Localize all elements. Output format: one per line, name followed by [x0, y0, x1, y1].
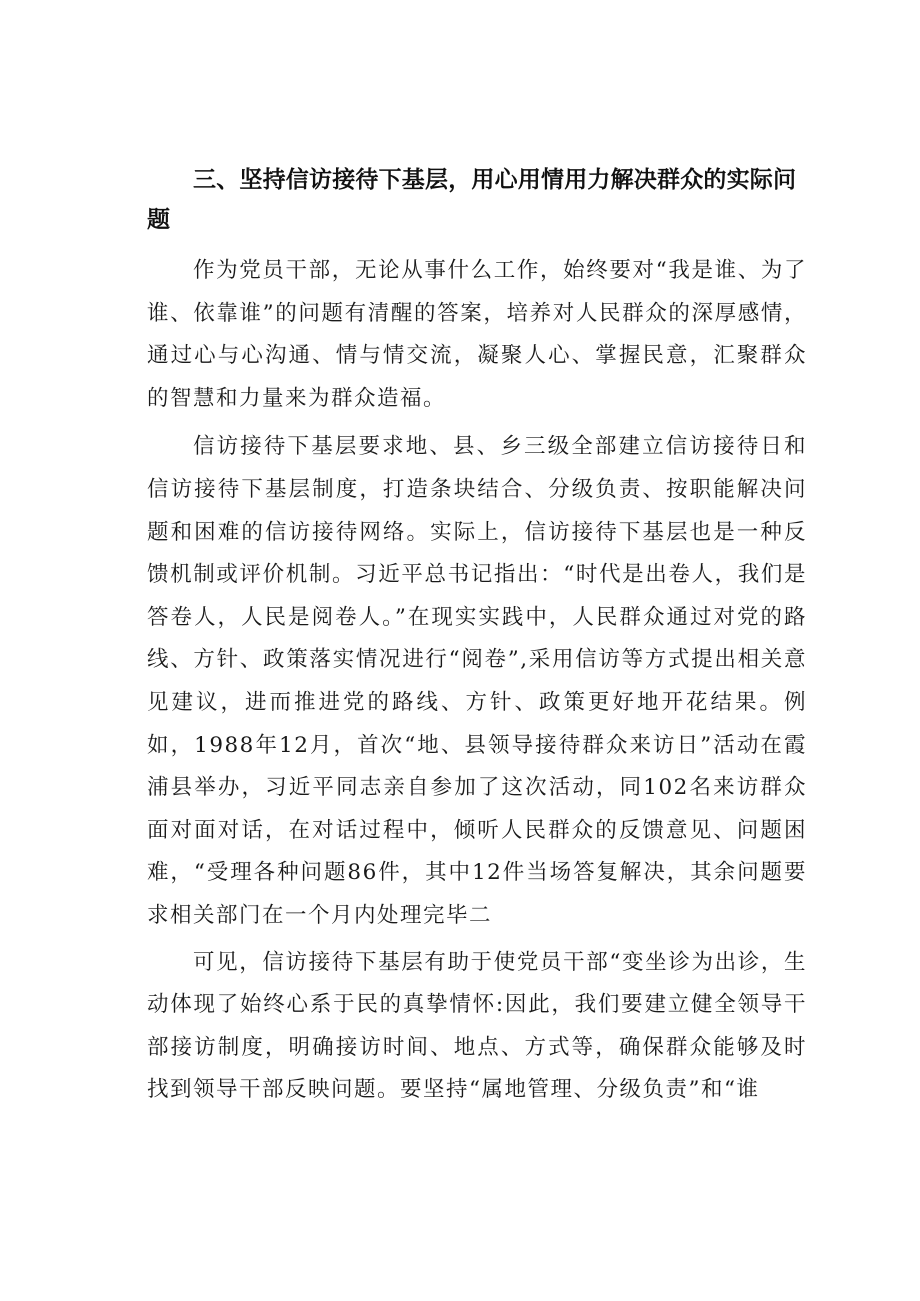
paragraph-1: 作为党员干部，无论从事什么工作，始终要对“我是谁、为了谁、依靠谁”的问题有清醒的答案，培养对人民群众的深厚感情，通过心与心沟通、情与情交流，凝聚人心、掌握民意，汇聚群众的智慧和力量来为群众造福。 — [147, 258, 807, 411]
document-body — [147, 160, 807, 1112]
section-heading: 三、坚持信访接待下基层，用心用情用力解决群众的实际问题 — [147, 167, 797, 233]
paragraph-3: 可见，信访接待下基层有助于使党员干部“变坐诊为出诊，生动体现了始终心系于民的真挚情怀:因此，我们要建立健全领导干部接访制度，明确接访时间、地点、方式等，确保群众能够及时找到领导干部反映问题。要坚持“属地管理、分级负责”和“谁 — [147, 949, 807, 1103]
paragraph-2: 信访接待下基层要求地、县、乡三级全部建立信访接待日和信访接待下基层制度，打造条块结合、分级负责、按职能解决问题和困难的信访接待网络。实际上，信访接待下基层也是一种反馈机制或评价机制。习近平总书记指出：“时代是出卷人，我们是答卷人，人民是阅卷人。”在现实实践中，人民群众通过对党的路线、方针、政策落实情况进行“阅卷”,采用信访等方式提出相关意见建议，进而推进党的路线、方针、政策更好地开花结果。例如，1988年12月，首次“地、县领导接待群众来访日”活动在霞浦县举办，习近平同志亲自参加了这次活动，同102名来访群众面对面对话，在对话过程中，倾听人民群众的反馈意见、问题困难，“受理各种问题86件，其中12件当场答复解决，其余问题要求相关部门在一个月内处理完毕二 — [147, 434, 807, 928]
